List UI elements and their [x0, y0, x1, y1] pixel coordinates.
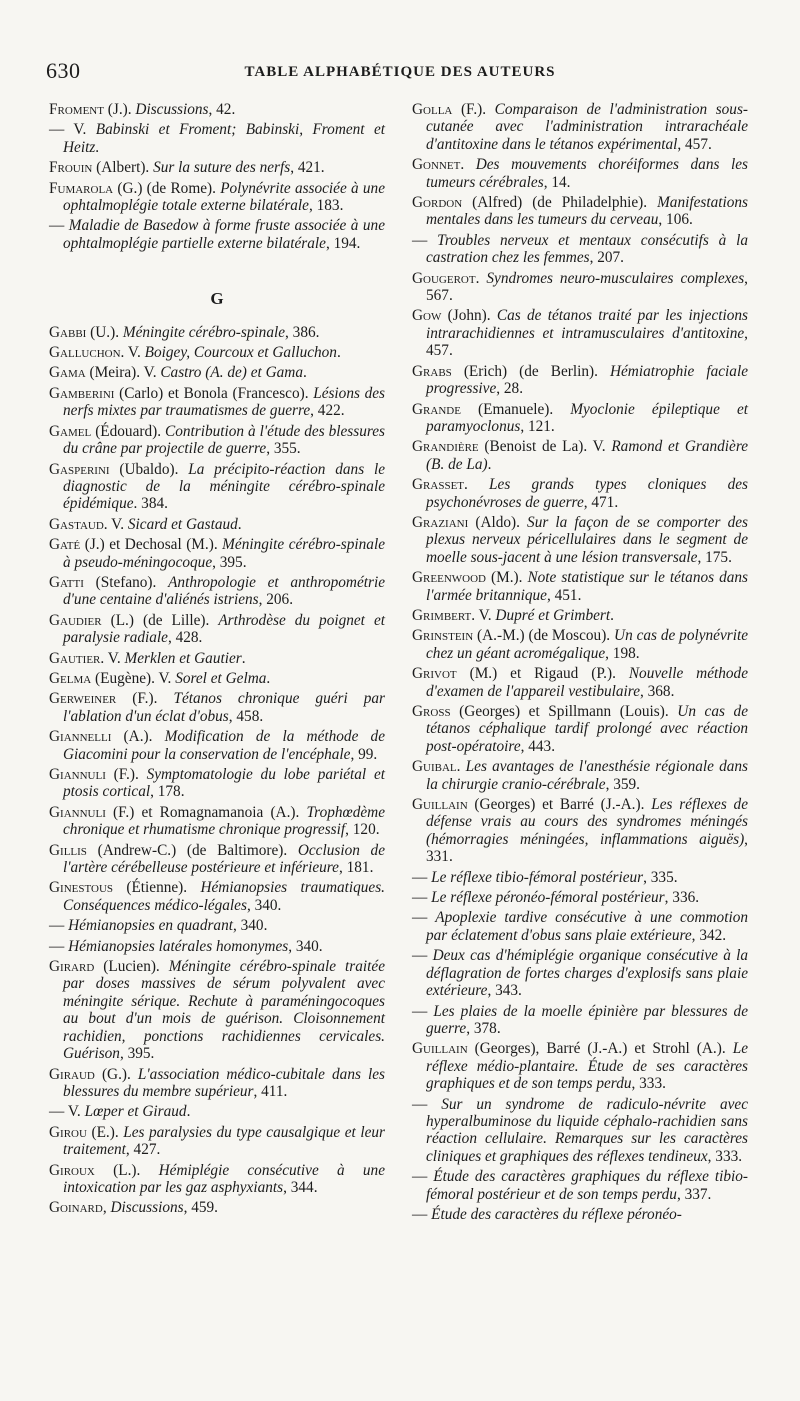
- entry-reference: (Eugène). V.: [91, 669, 176, 687]
- work-title: Hémianopsies latérales homonymes: [68, 937, 289, 955]
- running-head: TABLE ALPHABÉTIQUE DES AUTEURS: [244, 64, 556, 80]
- index-entry: [412, 1168, 748, 1203]
- author-name: Gamel: [49, 422, 92, 440]
- author-name: Grinstein: [412, 627, 474, 645]
- page-reference: , 178.: [150, 783, 185, 801]
- entry-reference: (J.).: [103, 101, 136, 118]
- index-entry: [49, 385, 385, 420]
- entry-reference: (L.).: [94, 1161, 159, 1179]
- work-title: Castro (A. de) et Gama: [160, 364, 303, 382]
- work-title: La précipito-réaction dans le diagnostic de la méningite cérébro-spinale épidémique: [63, 460, 385, 513]
- index-entry: [49, 574, 385, 609]
- work-title: Syndromes neuro-musculaires complexes: [486, 269, 745, 287]
- work-title: Les avantages de l'anesthésie régionale dans la chirurgie cranio-cérébrale: [426, 758, 748, 793]
- index-entry: [412, 307, 748, 359]
- page-reference: , 99.: [350, 745, 378, 763]
- entry-reference: —: [412, 1095, 442, 1113]
- entry-reference: (Étienne).: [113, 879, 201, 897]
- work-title: Polynévrite associée à une ophtalmoplégie totale externe bilatérale: [63, 179, 385, 215]
- page-reference: .: [95, 138, 100, 156]
- page-reference: .: [237, 515, 242, 533]
- index-entry: [49, 1162, 385, 1197]
- entry-reference: (Georges) et Barré (J.-A.).: [467, 796, 652, 814]
- left-column: [49, 101, 385, 1220]
- entry-reference: —: [49, 217, 69, 235]
- author-name: Giraud: [49, 1065, 95, 1083]
- author-name: Girard: [49, 958, 95, 976]
- page-reference: , 206.: [258, 591, 294, 609]
- entry-reference: (J.) et Dechosal (M.).: [80, 536, 223, 554]
- author-name: Gougerot: [412, 269, 476, 287]
- index-entry: [49, 121, 385, 156]
- page-reference: , 427.: [125, 1141, 161, 1159]
- author-name: Gama: [49, 364, 86, 382]
- work-title: Apoplexie tardive consécutive à une commotion par éclatement d'obus sans plaie extérieure: [426, 909, 748, 944]
- entry-reference: — V.: [49, 121, 96, 139]
- work-title: Ramond et Grandière (B. de La): [426, 438, 748, 473]
- index-entry: [49, 324, 385, 341]
- author-name: Gasperini: [49, 460, 110, 478]
- work-title: Sur la suture des nerfs: [153, 159, 291, 177]
- page-reference: , 28.: [496, 380, 524, 398]
- entry-reference: (Erich) (de Berlin).: [451, 362, 610, 380]
- index-entry: [49, 612, 385, 647]
- page-reference: , 194.: [325, 234, 361, 252]
- work-title: Discussions: [110, 1199, 184, 1217]
- index-entry: [49, 364, 385, 381]
- page-reference: .: [336, 344, 341, 362]
- author-name: Guillain: [412, 796, 468, 814]
- work-title: L'association médico-cubitale dans les blessures du membre supérieur: [63, 1065, 385, 1100]
- author-name: Grasset: [412, 476, 465, 494]
- entry-reference: (Stefano).: [83, 573, 169, 591]
- index-entry: [49, 958, 385, 1062]
- index-entry: [412, 1040, 748, 1092]
- entry-reference: (M.) et Rigaud (P.).: [456, 665, 629, 683]
- page-reference: , 411.: [253, 1082, 288, 1100]
- work-title: Anthropologie et anthropométrie d'une centaine d'aliénés istriens: [63, 573, 385, 609]
- section-letter-heading: G: [210, 289, 224, 309]
- author-name: Guillain: [412, 1040, 468, 1058]
- index-entry: [49, 344, 385, 361]
- right-column: [412, 101, 748, 1226]
- work-title: Méningite cérébro-spinale traitée par doses massives de sérum polyvalent avec méningite sérique. Rechute à paraméningocoques au bout d'un mois de guérison. Cloisonnement rachidien, ponctions rachidiennes cervicales. Guérison: [63, 958, 385, 1063]
- index-entry: [412, 1003, 748, 1038]
- author-name: Giannuli: [49, 803, 106, 821]
- index-entry: [49, 842, 385, 877]
- author-name: Girou: [49, 1123, 87, 1141]
- page-reference: .: [186, 1103, 191, 1121]
- work-title: Contribution à l'étude des blessures du crâne par projectile de guerre: [63, 422, 385, 458]
- index-entry: [412, 703, 748, 755]
- page-reference: , 457.: [677, 135, 712, 153]
- work-title: Étude des caractères du réflexe péronéo-: [431, 1205, 682, 1223]
- entry-reference: (M.).: [485, 569, 528, 587]
- work-title: Deux cas d'hémiplégie organique consécutive à la déflagration de fortes charges d'explosifs sans plaie extérieure: [426, 947, 748, 1000]
- entry-reference: (Andrew-C.) (de Baltimore).: [86, 841, 298, 859]
- index-entry: [49, 670, 385, 687]
- author-name: Graziani: [412, 513, 469, 531]
- work-title: Troubles nerveux et mentaux consécutifs à la castration chez les femmes: [426, 231, 749, 267]
- page-reference: , 336.: [664, 889, 700, 907]
- work-title: Les paralysies du type causalgique et leur traitement: [63, 1123, 385, 1159]
- page-reference: , 355.: [266, 440, 301, 458]
- index-entry: [412, 947, 748, 999]
- entry-reference: (F.) et Romagnamanoia (A.).: [105, 803, 307, 821]
- work-title: Un cas de tétanos céphalique tardif prolongé avec réaction post-opératoire: [426, 703, 748, 755]
- page-reference: , 443.: [520, 737, 556, 755]
- index-entry: [49, 1103, 385, 1120]
- author-name: Greenwood: [412, 569, 486, 587]
- work-title: Lésions des nerfs mixtes par traumatismes de guerre: [63, 384, 385, 420]
- index-entry: [412, 514, 748, 566]
- entry-reference: .: [460, 156, 476, 174]
- author-name: Giroux: [49, 1161, 95, 1179]
- author-name: Gastaud: [49, 515, 104, 533]
- work-title: Des mouvements choréiformes dans les tumeurs cérébrales: [426, 156, 748, 191]
- index-entry: [412, 909, 748, 944]
- author-name: Gillis: [49, 841, 87, 859]
- index-entry: [49, 217, 385, 252]
- entry-reference: (Aldo).: [468, 513, 528, 531]
- entry-reference: —: [412, 1168, 434, 1186]
- author-name: Gonnet: [412, 156, 461, 174]
- page-reference: , 183.: [308, 197, 344, 215]
- entry-reference: —: [412, 947, 433, 965]
- work-title: Discussions: [135, 101, 209, 118]
- author-name: Goinard: [49, 1199, 103, 1217]
- author-name: Gross: [412, 703, 451, 720]
- work-title: Les réflexes de défense vrais au cours des syndromes méningés (hémorragies méningées, inflammations aiguës): [426, 796, 748, 848]
- index-entry: [49, 101, 385, 118]
- page-reference: , 335.: [643, 868, 678, 886]
- work-title: Hémianopsies en quadrant: [68, 917, 233, 935]
- page-reference: , 457.: [426, 324, 748, 360]
- author-name: Gamberini: [49, 384, 115, 402]
- author-name: Gaté: [49, 536, 81, 554]
- page-reference: , 121.: [520, 417, 555, 435]
- work-title: Sicard et Gastaud: [127, 515, 238, 533]
- work-title: Hémiatrophie faciale progressive: [426, 362, 748, 398]
- index-entry: [412, 869, 748, 886]
- index-entry: [412, 232, 748, 267]
- page-number: 630: [46, 58, 81, 83]
- author-name: Gow: [412, 307, 442, 325]
- page-reference: , 207.: [589, 249, 624, 267]
- author-name: Gordon: [412, 194, 463, 212]
- entry-reference: — V.: [49, 1103, 85, 1121]
- entry-reference: —: [412, 889, 432, 907]
- entry-reference: (A.-M.) (de Moscou).: [473, 627, 615, 645]
- work-title: Le réflexe péronéo-fémoral postérieur: [431, 889, 665, 907]
- work-title: Comparaison de l'administration sous-cutanée avec l'administration intrarachéale d'antitoxine dans le tétanos expérimental: [426, 101, 748, 153]
- author-name: Grimbert: [412, 606, 472, 624]
- page-reference: , 333.: [631, 1075, 666, 1093]
- work-title: Méningite cérébro-spinale: [122, 323, 286, 341]
- page-reference: , 459.: [183, 1199, 218, 1217]
- entries-g: [49, 324, 385, 1217]
- entry-reference: (F.).: [116, 690, 174, 708]
- index-entry: [412, 476, 748, 511]
- entries-before-g: [49, 101, 385, 252]
- index-entry: [49, 879, 385, 914]
- work-title: Lœper et Giraud: [84, 1103, 187, 1121]
- entry-reference: (F.).: [452, 101, 495, 118]
- entry-reference: —: [412, 1205, 432, 1223]
- page-reference: , 340.: [246, 896, 282, 914]
- entry-reference: (G.) (de Rome).: [113, 179, 221, 197]
- entry-reference: .: [456, 758, 466, 776]
- author-name: Golla: [412, 101, 453, 118]
- work-title: Myoclonie épileptique et paramyoclonus: [426, 400, 748, 435]
- entry-reference: (Meira). V.: [85, 364, 161, 382]
- page-reference: , 567.: [426, 269, 748, 305]
- page-reference: , 331.: [426, 830, 748, 866]
- index-entry: [49, 938, 385, 955]
- index-entry: [412, 1096, 748, 1166]
- page-reference: , 458.: [228, 707, 264, 725]
- index-entry: [49, 159, 385, 176]
- author-name: Galluchon: [49, 344, 121, 362]
- work-title: Trophœdème chronique et rhumatisme chronique progressif: [63, 803, 385, 839]
- entry-reference: (F.).: [105, 766, 147, 783]
- page-reference: .: [241, 649, 246, 667]
- page-reference: , 340.: [232, 917, 268, 935]
- work-title: Hémiplégie consécutive à une intoxication par les gaz asphyxiants: [63, 1161, 385, 1196]
- page-reference: .: [610, 606, 614, 624]
- page-reference: , 359.: [605, 775, 640, 793]
- entry-reference: .: [475, 269, 487, 287]
- entry-reference: —: [49, 917, 69, 935]
- index-entry: [49, 728, 385, 763]
- index-entry: [412, 758, 748, 793]
- index-entry: [49, 1066, 385, 1101]
- index-entry: [49, 650, 385, 667]
- page-reference: , 337.: [676, 1185, 712, 1203]
- work-title: Les grands types cloniques des psychonévroses de guerre: [426, 476, 748, 511]
- entry-reference: (Benoist de La). V.: [478, 438, 612, 456]
- entry-reference: (Emanuele).: [460, 400, 571, 418]
- index-entry: [49, 766, 385, 801]
- index-entry: [412, 270, 748, 305]
- page-reference: .: [266, 669, 271, 687]
- index-entry: [412, 627, 748, 662]
- entry-reference: (E.).: [86, 1123, 124, 1141]
- entry-reference: (Carlo) et Bonola (Francesco).: [114, 384, 314, 402]
- work-title: Arthrodèse du poignet et paralysie radiale: [63, 611, 385, 647]
- author-name: Frouin: [49, 159, 93, 177]
- index-entry: [412, 401, 748, 436]
- entry-reference: (Georges), Barré (J.-A.) et Strohl (A.).: [467, 1040, 733, 1058]
- page-reference: , 42.: [208, 101, 236, 118]
- work-title: Note statistique sur le tétanos dans l'armée britannique: [426, 569, 748, 604]
- work-title: Le réflexe tibio-fémoral postérieur: [431, 868, 644, 886]
- work-title: Merklen et Gautier: [124, 649, 242, 667]
- index-entry: [49, 423, 385, 458]
- entry-reference: ,: [102, 1199, 111, 1217]
- work-title: Nouvelle méthode d'examen de l'appareil vestibulaire: [426, 665, 748, 700]
- work-title: Modification de la méthode de Giacomini pour la conservation de l'encéphale: [63, 728, 385, 763]
- work-title: Sur la façon de se comporter des plexus nerveux péricellulaires dans le segment de moelle sous-jacent à une lésion transversale: [426, 513, 748, 566]
- page-reference: , 343.: [487, 982, 522, 1000]
- entry-reference: (U.).: [86, 323, 123, 341]
- index-entry: [412, 438, 748, 473]
- page-reference: , 198.: [605, 644, 640, 662]
- author-name: Giannelli: [49, 728, 112, 746]
- index-entry: [412, 889, 748, 906]
- author-name: Grivot: [412, 665, 457, 683]
- page-reference: , 395.: [212, 553, 247, 571]
- page-reference: , 421.: [290, 159, 325, 177]
- author-name: Grandière: [412, 438, 479, 456]
- work-title: Babinski et Froment; Babinski, Froment et Heitz: [63, 121, 385, 156]
- author-name: Gelma: [49, 669, 92, 687]
- work-title: Sorel et Gelma: [175, 669, 267, 687]
- work-title: Sur un syndrome de radiculo-névrite avec hyperalbuminose du liquide céphalo-rachidien sans réaction cellulaire. Remarques sur les caractères cliniques et graphiques des réflexes tendineux: [426, 1095, 748, 1165]
- entry-reference: —: [412, 1002, 434, 1020]
- index-entry: [412, 665, 748, 700]
- index-entry: [412, 156, 748, 191]
- page-reference: , 106.: [658, 211, 693, 229]
- index-entry: [412, 194, 748, 229]
- page-reference: , 451.: [546, 586, 582, 604]
- entry-reference: (Albert).: [92, 159, 154, 177]
- author-name: Gaudier: [49, 611, 102, 629]
- author-name: Gerweiner: [49, 690, 117, 708]
- page-reference: , 378.: [466, 1019, 501, 1037]
- work-title: Manifestations mentales dans les tumeurs du cerveau: [426, 194, 748, 229]
- page-reference: , 333.: [707, 1147, 743, 1165]
- page-reference: , 342.: [691, 926, 727, 944]
- index-entry: [412, 569, 748, 604]
- index-entry: [49, 536, 385, 571]
- page-reference: , 422.: [310, 402, 345, 420]
- work-title: Étude des caractères graphiques du réflexe tibio-fémoral postérieur et de son temps perdu: [426, 1168, 748, 1203]
- entry-reference: —: [412, 231, 438, 249]
- work-title: Symptomatologie du lobe pariétal et ptosis cortical: [63, 766, 385, 801]
- work-title: Dupré et Grimbert: [495, 606, 611, 624]
- author-name: Froment: [49, 101, 104, 118]
- page-reference: .: [487, 455, 492, 473]
- index-entry: [49, 1199, 385, 1216]
- work-title: Les plaies de la moelle épinière par blessures de guerre: [426, 1002, 748, 1037]
- index-entry: [49, 690, 385, 725]
- work-title: Maladie de Basedow à forme fruste associée à une ophtalmoplégie partielle externe bilatérale: [63, 217, 385, 252]
- page-reference: , 386.: [285, 323, 320, 341]
- page-reference: , 368.: [639, 682, 675, 700]
- index-entry: [412, 363, 748, 398]
- entry-reference: (Alfred) (de Philadelphie).: [462, 194, 658, 212]
- entry-reference: (Édouard).: [91, 422, 165, 440]
- entry-reference: (Ubaldo).: [109, 460, 189, 478]
- page-reference: , 340.: [288, 937, 323, 955]
- work-title: Tétanos chronique guéri par l'ablation d'un éclat d'obus: [63, 690, 385, 725]
- index-entry: [49, 804, 385, 839]
- entry-reference: —: [412, 868, 432, 886]
- entry-reference: . V.: [120, 344, 145, 362]
- entry-reference: . V.: [103, 515, 128, 533]
- entry-reference: . V.: [100, 649, 125, 667]
- index-entry: [412, 796, 748, 866]
- work-title: Boigey, Courcoux et Galluchon: [144, 344, 337, 362]
- entries-right: [412, 101, 748, 1223]
- index-entry: [49, 516, 385, 533]
- entry-reference: (L.) (de Lille).: [101, 611, 219, 629]
- page-reference: , 175.: [697, 548, 732, 566]
- entry-reference: (G.).: [94, 1065, 138, 1083]
- entry-reference: . V.: [471, 606, 496, 624]
- index-entry: [49, 461, 385, 513]
- entry-reference: (Lucien).: [94, 958, 169, 976]
- page-reference: . 384.: [133, 495, 168, 513]
- index-entry: [412, 1206, 748, 1223]
- index-entry: [49, 180, 385, 215]
- work-title: Un cas de polynévrite chez un géant acromégalique: [426, 627, 748, 662]
- author-name: Fumarola: [49, 179, 114, 197]
- page-reference: , 471.: [583, 493, 619, 511]
- entry-reference: .: [464, 476, 490, 494]
- index-entry: [49, 917, 385, 934]
- page-reference: , 181.: [338, 859, 374, 877]
- page-reference: , 428.: [167, 629, 203, 647]
- author-name: Gabbi: [49, 323, 87, 341]
- entry-reference: (A.).: [111, 728, 165, 746]
- author-name: Gatti: [49, 573, 84, 591]
- author-name: Grande: [412, 400, 461, 418]
- author-name: Ginestous: [49, 879, 114, 897]
- entry-reference: —: [412, 909, 436, 927]
- page-reference: , 344.: [283, 1178, 318, 1196]
- work-title: Le réflexe médio-plantaire. Étude de ses caractères graphiques et de son temps perdu: [426, 1040, 748, 1093]
- page-reference: .: [302, 364, 307, 382]
- page-reference: , 14.: [543, 173, 571, 191]
- work-title: Occlusion de l'artère cérébelleuse postérieure et inférieure: [63, 841, 385, 877]
- page-reference: , 120.: [345, 821, 380, 839]
- work-title: Hémianopsies traumatiques. Conséquences médico-légales: [63, 879, 385, 914]
- author-name: Giannuli: [49, 766, 106, 783]
- author-name: Gautier: [49, 649, 101, 667]
- entry-reference: (John).: [441, 307, 497, 325]
- index-entry: [412, 101, 748, 153]
- author-name: Guibal: [412, 758, 457, 776]
- entry-reference: (Georges) et Spillmann (Louis).: [450, 703, 678, 720]
- index-entry: [412, 607, 748, 624]
- work-title: Méningite cérébro-spinale à pseudo-méningocoque: [63, 536, 385, 571]
- author-name: Grabs: [412, 362, 452, 380]
- entry-reference: —: [49, 937, 69, 955]
- work-title: Cas de tétanos traité par les injections intrarachidiennes et intramusculaires d'antitoxine: [426, 307, 748, 342]
- index-entry: [49, 1124, 385, 1159]
- page-reference: , 395.: [119, 1045, 155, 1063]
